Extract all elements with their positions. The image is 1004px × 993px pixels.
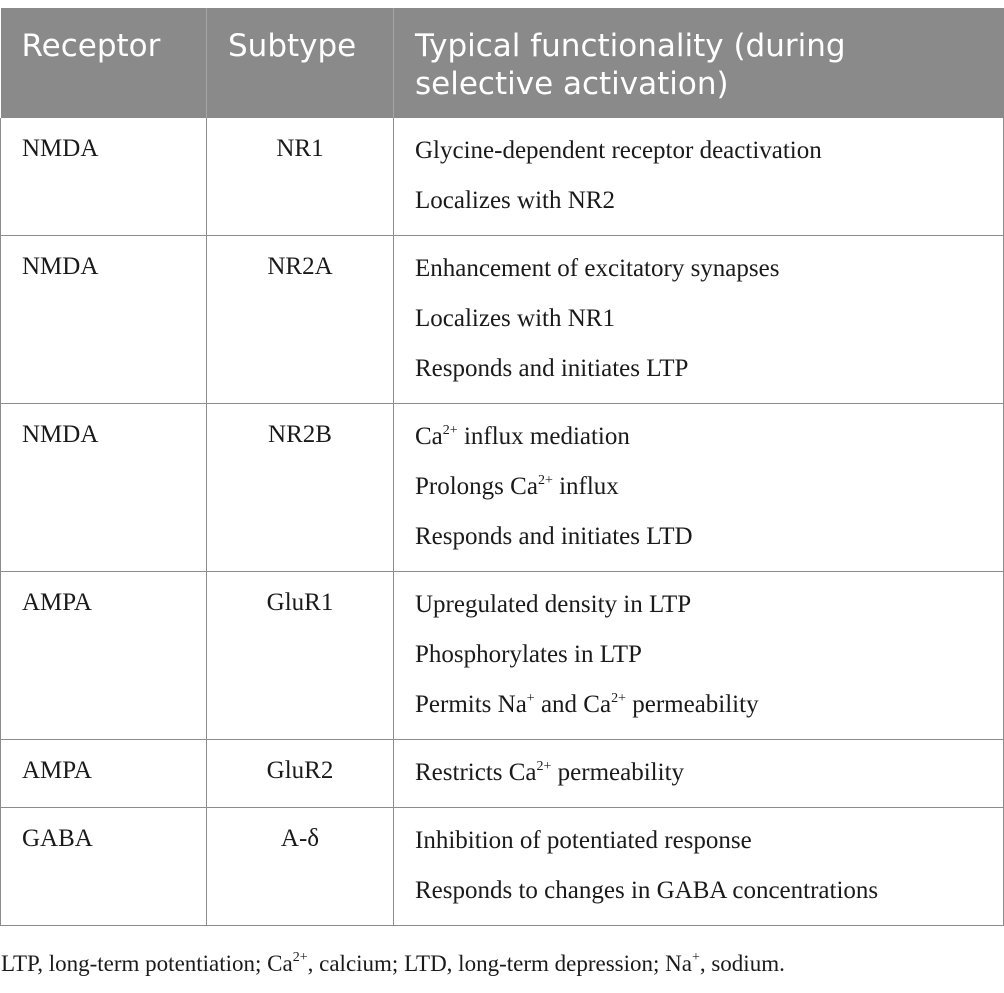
- functionality-line: Permits Na+ and $Ca^{2+}$ permeability: [415, 691, 759, 718]
- header-row: [1, 8, 1004, 118]
- table-row: [1, 118, 1004, 236]
- functionality-cell: [394, 236, 1004, 404]
- receptor-cell: NMDA: [1, 404, 207, 572]
- functionality-line: Enhancement of excitatory synapses: [415, 255, 780, 282]
- table-row: [1, 404, 1004, 572]
- functionality-cell: [394, 740, 1004, 808]
- subtype-cell: NR2B: [207, 404, 394, 572]
- functionality-cell: [394, 118, 1004, 236]
- receptor-table: [0, 8, 1004, 926]
- functionality-line: Prolongs $Ca^{2+}$ influx: [415, 473, 619, 500]
- receptor-cell: NMDA: [1, 118, 207, 236]
- header-receptor: Receptor: [1, 8, 207, 118]
- table-row: [1, 808, 1004, 926]
- functionality-line: $Ca^{2+}$ influx mediation: [415, 423, 630, 450]
- functionality-line: Localizes with NR2: [415, 187, 615, 214]
- functionality-line: Glycine-dependent receptor deactivation: [415, 137, 822, 164]
- table-row: [1, 572, 1004, 740]
- functionality-line: Responds to changes in GABA concentrations: [415, 877, 879, 904]
- subtype-cell: NR1: [207, 118, 394, 236]
- footnote: LTP, long-term potentiation; $Ca^{2+}$, calcium; LTD, long-term depression; Na+, sodium.: [1, 950, 785, 976]
- functionality-line: Phosphorylates in LTP: [415, 641, 642, 668]
- receptor-cell: NMDA: [1, 236, 207, 404]
- functionality-line: Responds and initiates LTP: [415, 355, 689, 382]
- table-body: [1, 118, 1004, 926]
- receptor-cell: AMPA: [1, 740, 207, 808]
- functionality-cell: [394, 572, 1004, 740]
- header-functionality: Typical functionality (during selective activation): [394, 8, 1004, 118]
- functionality-line: Upregulated density in LTP: [415, 591, 692, 618]
- receptor-cell: AMPA: [1, 572, 207, 740]
- receptor-cell: GABA: [1, 808, 207, 926]
- table-row: [1, 236, 1004, 404]
- functionality-cell: [394, 808, 1004, 926]
- functionality-line: Responds and initiates LTD: [415, 523, 693, 550]
- functionality-cell: [394, 404, 1004, 572]
- subtype-cell: A-δ: [207, 808, 394, 926]
- subtype-cell: NR2A: [207, 236, 394, 404]
- header-subtype: Subtype: [207, 8, 394, 118]
- subtype-cell: GluR2: [207, 740, 394, 808]
- subtype-cell: GluR1: [207, 572, 394, 740]
- functionality-line: Restricts $Ca^{2+}$ permeability: [415, 759, 685, 786]
- functionality-line: Inhibition of potentiated response: [415, 827, 752, 854]
- table-row: [1, 740, 1004, 808]
- functionality-line: Localizes with NR1: [415, 305, 615, 332]
